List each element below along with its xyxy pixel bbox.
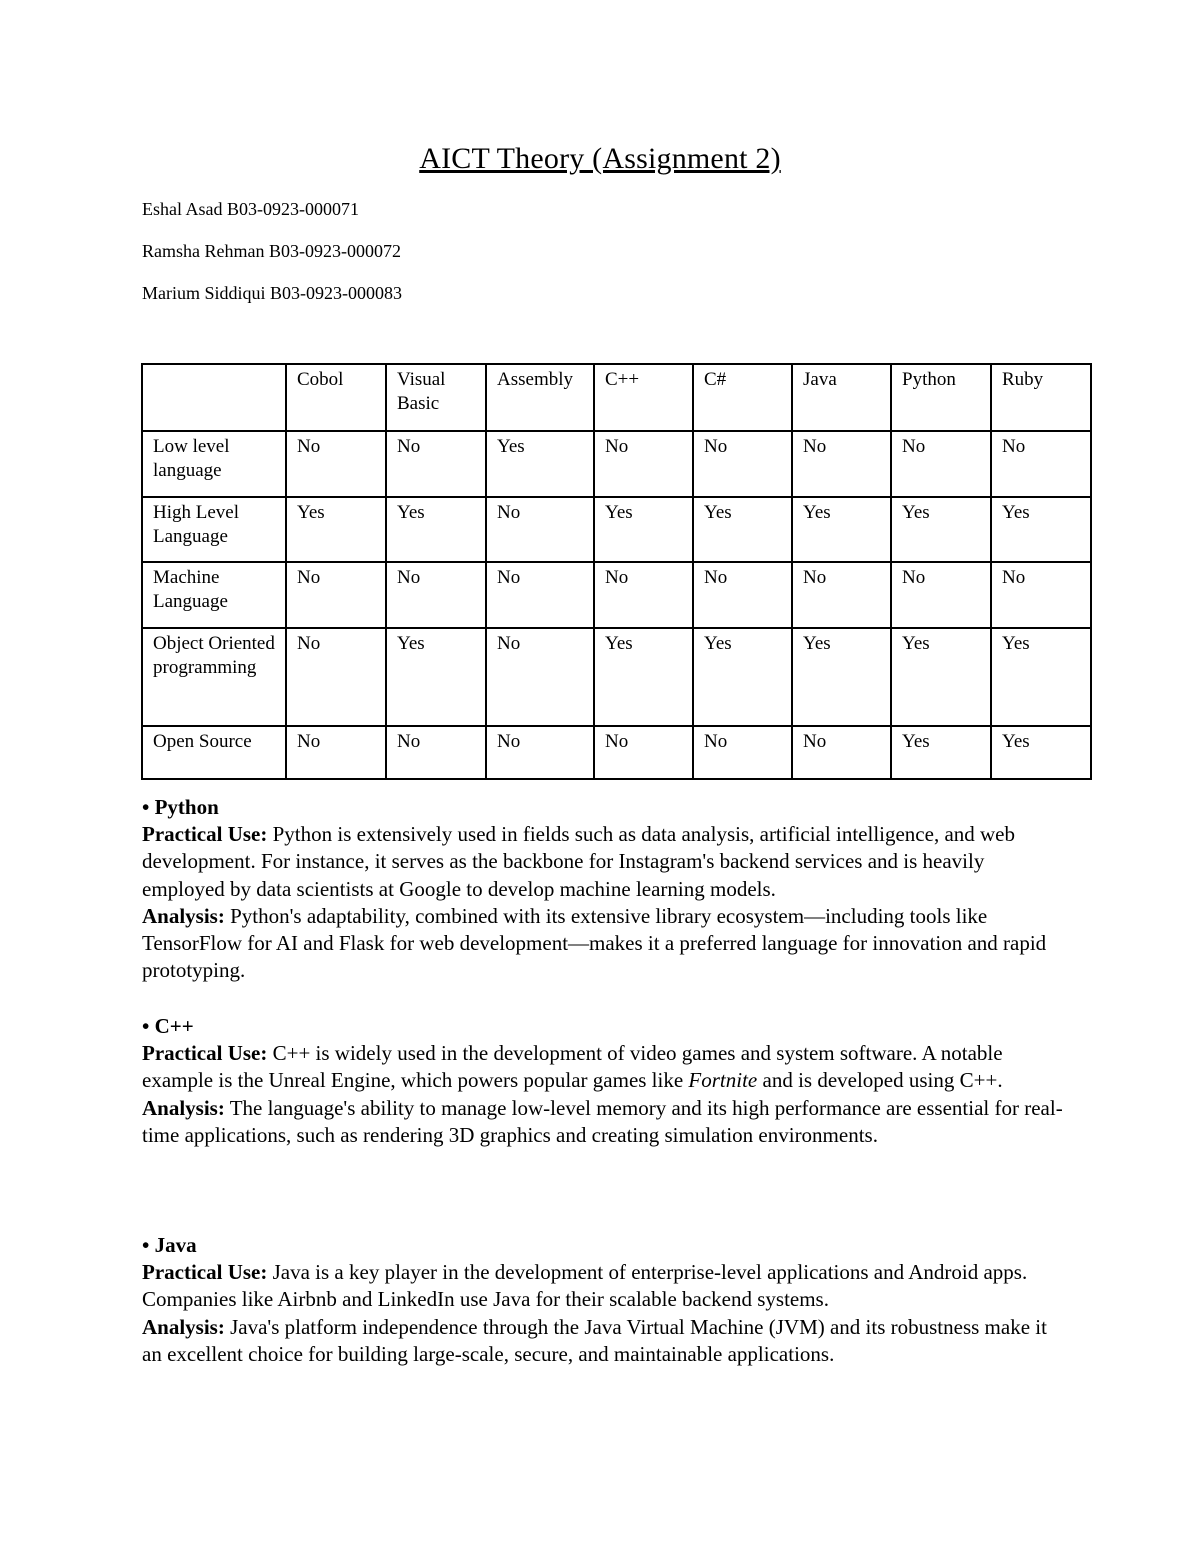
row-label-cell: Low level language [142,431,286,497]
table-cell: No [386,726,486,779]
table-header-cell: Cobol [286,364,386,431]
table-cell: Yes [486,431,594,497]
practical-use-paragraph [142,1040,1072,1094]
table-cell: Yes [891,726,991,779]
language-comparison-table [141,363,1092,780]
table-cell: No [792,562,891,628]
table-cell: Yes [386,628,486,726]
table-row [142,562,1091,628]
table-cell: Yes [891,497,991,562]
table-cell: No [286,628,386,726]
table-cell: Yes [891,628,991,726]
table-cell: Yes [286,497,386,562]
table-header-cell [142,364,286,431]
analysis-text: Java's platform independence through the Java Virtual Machine (JVM) and its robustness make it an excellent choice for building large-scale, secure, and maintainable applications. [142,1314,1047,1366]
section-heading: • Python [142,795,219,819]
analysis-label: Analysis: [142,1314,225,1339]
table-cell: No [792,726,891,779]
table-cell: No [693,562,792,628]
game-title-emphasis: Fortnite [688,1068,758,1093]
table-header-cell: Assembly [486,364,594,431]
table-cell: No [594,431,693,497]
analysis-paragraph [142,903,1072,985]
table-cell: No [693,431,792,497]
table-header-cell: C++ [594,364,693,431]
practical-use-label: Practical Use: [142,822,268,847]
table-cell: Yes [693,628,792,726]
row-label-cell: Machine Language [142,562,286,628]
table-cell: Yes [386,497,486,562]
table-cell: No [286,431,386,497]
table-cell: No [386,431,486,497]
row-label-cell: Open Source [142,726,286,779]
table-cell: Yes [991,726,1091,779]
practical-use-label: Practical Use: [142,1260,268,1285]
table-cell: No [991,562,1091,628]
analysis-paragraph [142,1314,1072,1368]
table-header-cell: Visual Basic [386,364,486,431]
row-label-cell: High Level Language [142,497,286,562]
table-cell: No [891,431,991,497]
table-cell: No [594,726,693,779]
table-cell: No [386,562,486,628]
table-cell: No [991,431,1091,497]
table-cell: No [891,562,991,628]
table-cell: No [693,726,792,779]
table-cell: No [792,431,891,497]
section-python [142,794,1072,984]
table-row [142,726,1091,779]
table-cell: No [486,726,594,779]
table-cell: Yes [792,628,891,726]
author-line: Marium Siddiqui B03-0923-000083 [142,283,402,303]
analysis-text: The language's ability to manage low-level memory and its high performance are essential for real-time applications, such as rendering 3D graphics and creating simulation environments. [142,1095,1063,1147]
analysis-label: Analysis: [142,903,225,928]
table-cell: No [594,562,693,628]
table-cell: Yes [792,497,891,562]
table-cell: Yes [693,497,792,562]
table-header-row [142,364,1091,431]
table-header-cell: Python [891,364,991,431]
row-label-cell: Object Oriented programming [142,628,286,726]
practical-use-text: Python is extensively used in fields such as data analysis, artificial intelligence, and web development. For instance, it serves as the backbone for Instagram's backend services and is heavily employed by data scientists at Google to develop machine learning models. [142,822,1016,901]
table-row [142,497,1091,562]
author-line: Ramsha Rehman B03-0923-000072 [142,241,401,261]
analysis-label: Analysis: [142,1095,225,1120]
section-heading: • Java [142,1233,197,1257]
author-line: Eshal Asad B03-0923-000071 [142,199,359,219]
table-row [142,628,1091,726]
section-cpp [142,1013,1072,1149]
table-cell: Yes [991,628,1091,726]
table-cell: No [286,562,386,628]
practical-use-text: and is developed using C++. [757,1068,1003,1093]
table-header-cell: C# [693,364,792,431]
table-cell: No [286,726,386,779]
practical-use-text: C++ is widely used in the development of video games and system software. A notable example is the Unreal Engine, which powers popular games like [142,1041,1003,1093]
table-cell: Yes [991,497,1091,562]
section-heading: • C++ [142,1014,194,1038]
table-cell: Yes [594,628,693,726]
practical-use-text: Java is a key player in the development of enterprise-level applications and Android apps. Companies like Airbnb and LinkedIn use Java for their scalable backend systems. [142,1260,1028,1312]
table-header-cell: Ruby [991,364,1091,431]
section-java [142,1232,1072,1368]
practical-use-label: Practical Use: [142,1041,268,1066]
practical-use-paragraph [142,821,1072,903]
analysis-paragraph [142,1095,1072,1149]
analysis-text: Python's adaptability, combined with its extensive library ecosystem—including tools like TensorFlow for AI and Flask for web development—makes it a preferred language for innovation and rapid prototyping. [142,903,1047,983]
table-cell: No [486,562,594,628]
table-cell: Yes [594,497,693,562]
table-cell: No [486,497,594,562]
table-row [142,431,1091,497]
document-title: AICT Theory (Assignment 2) [419,142,781,175]
table-cell: No [486,628,594,726]
table-header-cell: Java [792,364,891,431]
practical-use-paragraph [142,1259,1072,1313]
